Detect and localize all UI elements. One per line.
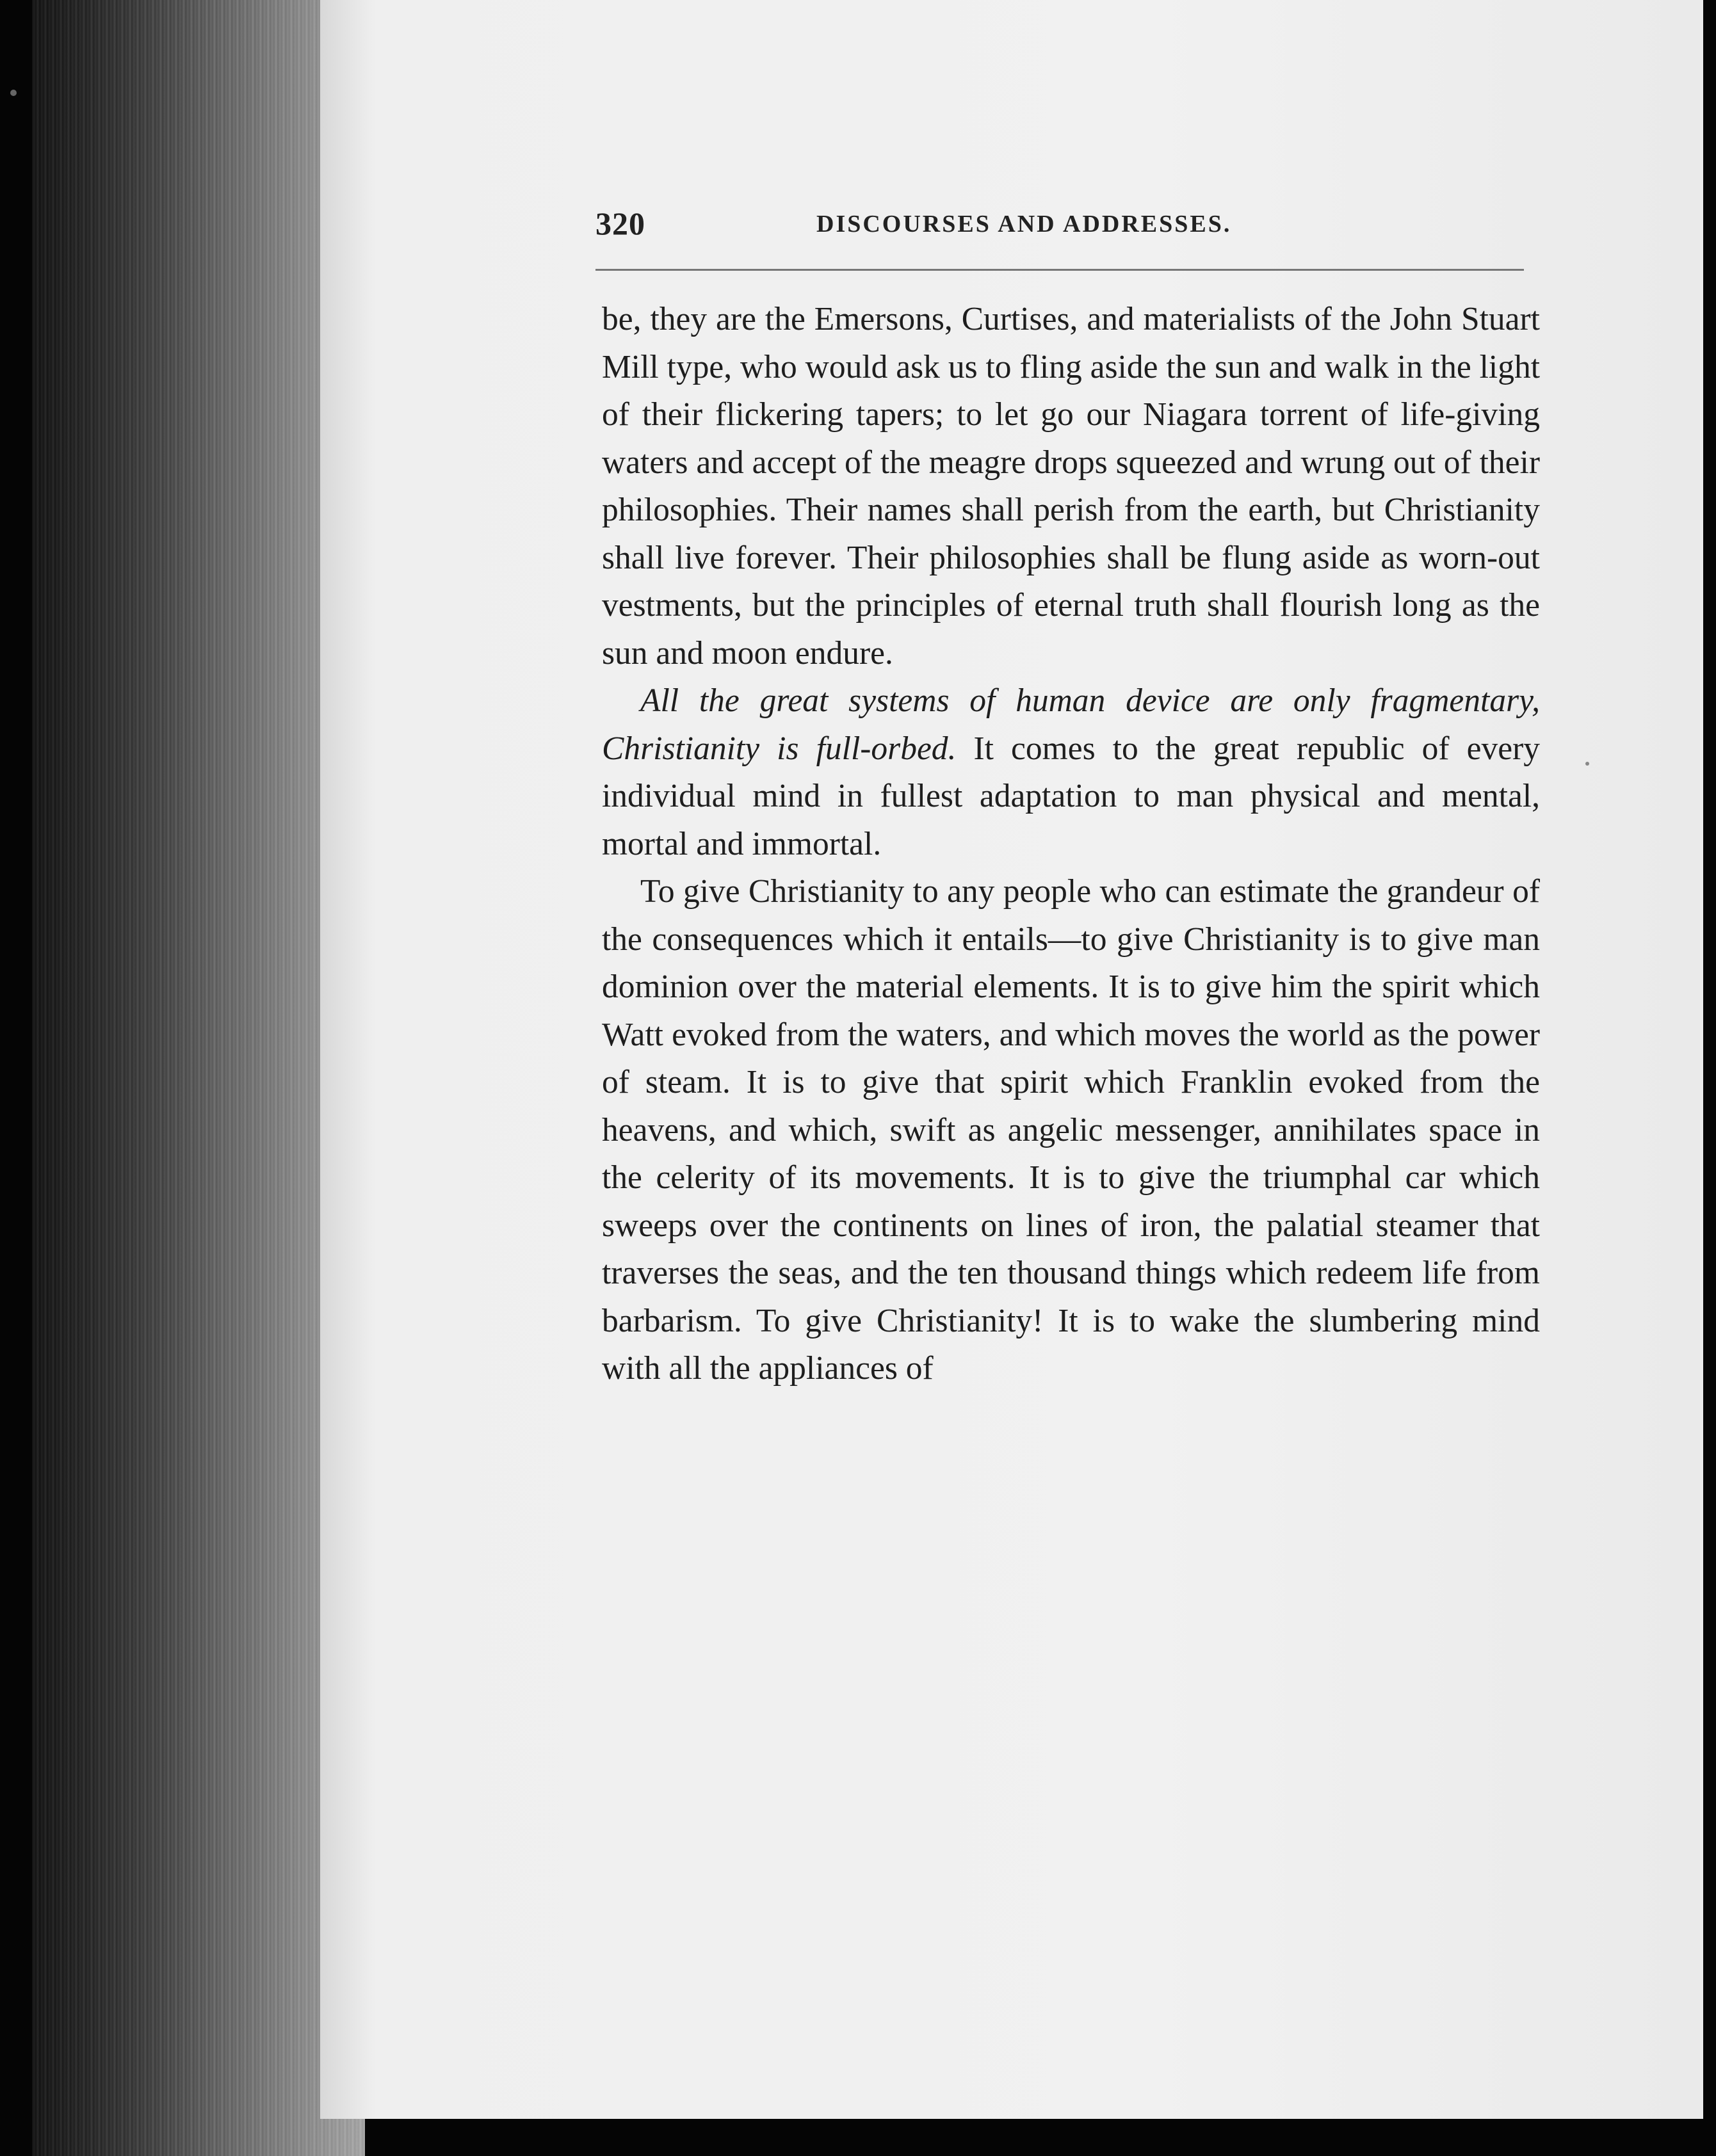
paragraph-continuation: It comes to the great republic of every individual mind in fullest adaptation to man physical and mental, mortal and immortal. xyxy=(602,730,1540,862)
paragraph: To give Christianity to any people who can estimate the grandeur of the consequences which it entails—to give Christianity is to give man dominion over the material elements. It is to give him the spirit which Watt evoked from the waters, and which moves the world as the power of steam. It is to give that spirit which Franklin evoked from the heavens, and which, swift as angelic messenger, annihilates space in the celerity of its movements. It is to give the triumphal car which sweeps over the continents on lines of iron, the palatial steamer that traverses the seas, and the ten thousand things which redeem life from barbarism. To give Christianity! It is to wake the slumbering mind with all the appliances of xyxy=(602,873,1540,1387)
page-number: 320 xyxy=(595,205,645,241)
italic-sentence: All the great systems of human device are only fragmentary, Christianity is full-orbed. xyxy=(602,682,1540,767)
running-head xyxy=(595,205,1524,250)
header-rule xyxy=(595,269,1524,271)
scan-speck xyxy=(1585,762,1589,766)
paragraph xyxy=(602,677,1540,868)
running-head-title: DISCOURSES AND ADDRESSES. xyxy=(816,211,1232,237)
book-page-edges xyxy=(32,0,365,2156)
paragraph: be, they are the Emersons, Curtises, and materialists of the John Stuart Mill type, who would ask us to fling aside the sun and walk in the light of their flickering tapers; to let go our Niagara torrent of life-giving waters and accept of the meagre drops squeezed and wrung out of their philosophies. Their names shall perish from the earth, but Christianity shall live forever. Their philosophies shall be flung aside as worn-out vestments, but the principles of eternal truth shall flourish long as the sun and moon endure. xyxy=(602,301,1540,672)
scan-speck xyxy=(10,90,17,96)
body-text xyxy=(602,296,1540,1393)
